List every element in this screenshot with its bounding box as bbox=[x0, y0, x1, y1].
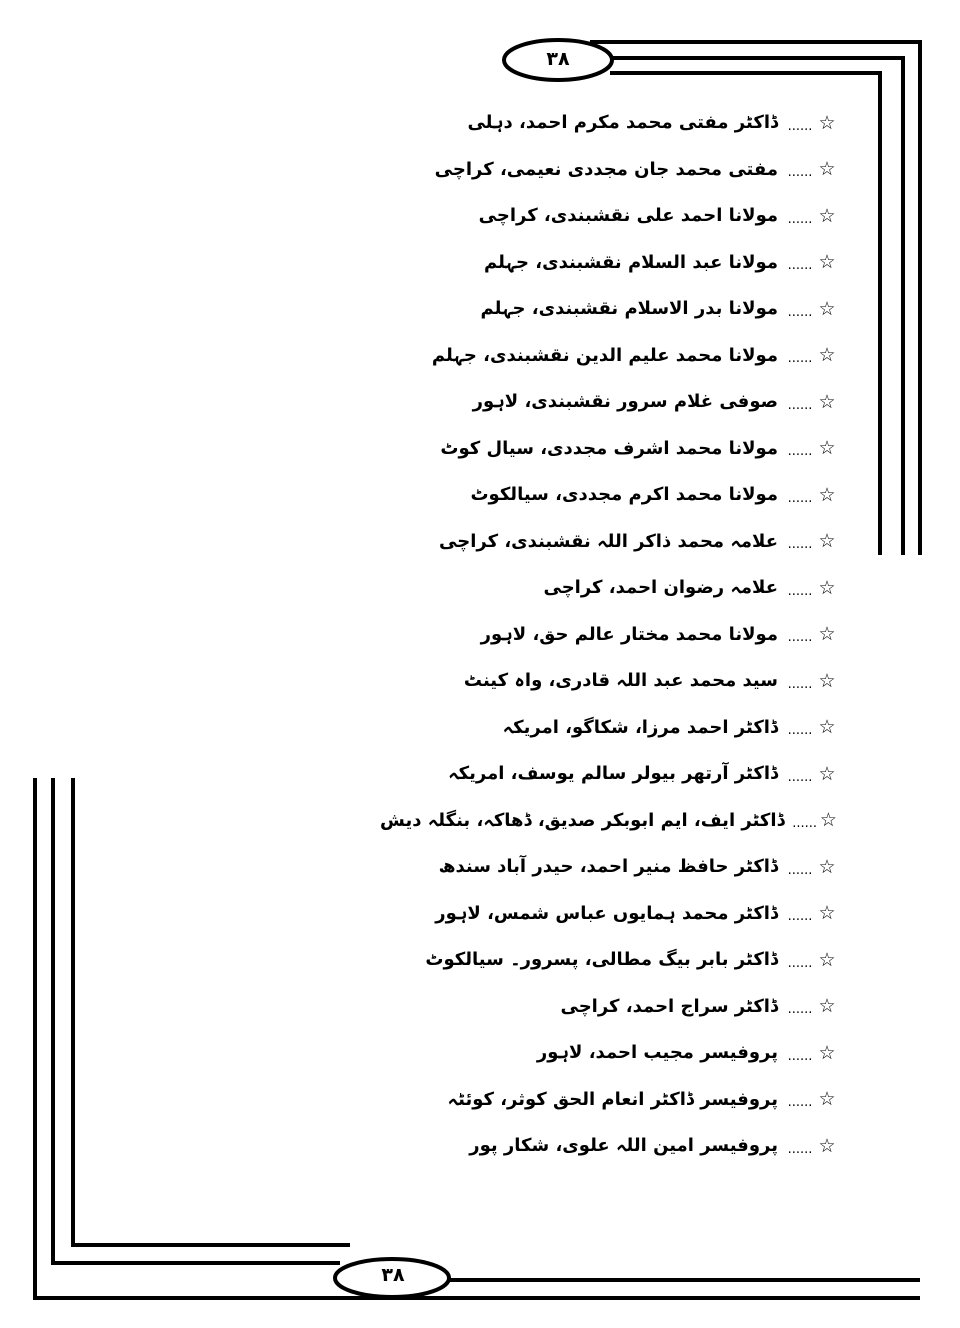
leader-dots: ...... bbox=[787, 862, 813, 878]
list-item bbox=[380, 937, 838, 984]
list-item-text: ڈاکٹر احمد مرزا، شکاگو، امریکہ bbox=[502, 716, 778, 738]
name-list bbox=[380, 100, 838, 1170]
list-item-text: پروفیسر ڈاکٹر انعام الحق کوثر، کوئٹہ bbox=[447, 1088, 778, 1110]
list-item bbox=[380, 751, 838, 798]
list-item bbox=[380, 286, 838, 333]
list-item bbox=[380, 612, 838, 659]
list-item-text: مولانا بدر الاسلام نقشبندی، جہلم bbox=[480, 298, 778, 320]
leader-dots: ...... bbox=[787, 304, 813, 320]
leader-dots: ...... bbox=[787, 955, 813, 971]
list-item bbox=[380, 333, 838, 380]
list-item bbox=[380, 658, 838, 705]
star-outline-icon: ☆ bbox=[818, 437, 836, 460]
leader-dots: ...... bbox=[787, 583, 813, 599]
list-item-text: ڈاکٹر حافظ منیر احمد، حیدر آباد سندھ bbox=[438, 856, 778, 878]
star-outline-icon: ☆ bbox=[818, 576, 836, 599]
list-item-text: ڈاکٹر محمد ہمایوں عباس شمس، لاہور bbox=[435, 902, 778, 924]
list-item bbox=[380, 147, 838, 194]
list-item bbox=[380, 519, 838, 566]
star-outline-icon: ☆ bbox=[819, 809, 837, 832]
leader-dots: ...... bbox=[787, 630, 813, 646]
list-item-text: سید محمد عبد اللہ قادری، واہ کینٹ bbox=[463, 670, 778, 692]
star-outline-icon: ☆ bbox=[818, 111, 836, 134]
leader-dots: ...... bbox=[787, 397, 813, 413]
leader-dots: ...... bbox=[787, 769, 813, 785]
list-item-text: مولانا عبد السلام نقشبندی، جہلم bbox=[483, 251, 778, 273]
leader-dots: ...... bbox=[787, 723, 813, 739]
list-item-text: پروفیسر امین اللہ علوی، شکار پور bbox=[469, 1135, 778, 1157]
list-item bbox=[380, 565, 838, 612]
star-outline-icon: ☆ bbox=[818, 948, 836, 971]
list-item-text: ڈاکٹر سراج احمد، کراچی bbox=[560, 995, 778, 1017]
star-outline-icon: ☆ bbox=[818, 902, 836, 925]
list-item bbox=[380, 1077, 838, 1124]
leader-dots: ...... bbox=[787, 351, 813, 367]
list-item-text: مفتی محمد جان مجددی نعیمی، کراچی bbox=[434, 158, 778, 180]
leader-dots: ...... bbox=[787, 118, 813, 134]
leader-dots: ...... bbox=[787, 211, 813, 227]
list-item bbox=[380, 798, 838, 845]
list-item bbox=[380, 240, 838, 287]
list-item-text: ڈاکٹر ایف، ایم ابوبکر صدیق، ڈھاکہ، بنگلہ دیش bbox=[380, 809, 785, 831]
star-outline-icon: ☆ bbox=[818, 530, 836, 553]
leader-dots: ...... bbox=[787, 1095, 813, 1111]
leader-dots: ...... bbox=[787, 1141, 813, 1157]
list-item-text: علامہ رضوان احمد، کراچی bbox=[543, 577, 778, 599]
leader-dots: ...... bbox=[787, 258, 813, 274]
leader-dots: ...... bbox=[787, 165, 813, 181]
leader-dots: ...... bbox=[792, 816, 818, 832]
star-outline-icon: ☆ bbox=[818, 251, 836, 274]
star-outline-icon: ☆ bbox=[818, 669, 836, 692]
page-number-bottom: ۳۸ bbox=[381, 1264, 405, 1286]
list-item-text: علامہ محمد ذاکر اللہ نقشبندی، کراچی bbox=[439, 530, 778, 552]
leader-dots: ...... bbox=[787, 444, 813, 460]
list-item bbox=[380, 1030, 838, 1077]
list-item bbox=[380, 844, 838, 891]
list-item bbox=[380, 1123, 838, 1170]
list-item bbox=[380, 705, 838, 752]
leader-dots: ...... bbox=[787, 676, 813, 692]
leader-dots: ...... bbox=[787, 537, 813, 553]
star-outline-icon: ☆ bbox=[818, 390, 836, 413]
star-outline-icon: ☆ bbox=[818, 297, 836, 320]
star-outline-icon: ☆ bbox=[818, 623, 836, 646]
list-item-text: مولانا احمد علی نقشبندی، کراچی bbox=[478, 205, 778, 227]
list-item bbox=[380, 379, 838, 426]
star-outline-icon: ☆ bbox=[818, 204, 836, 227]
list-item bbox=[380, 100, 838, 147]
star-outline-icon: ☆ bbox=[818, 1134, 836, 1157]
star-outline-icon: ☆ bbox=[818, 995, 836, 1018]
list-item-text: مولانا محمد مختار عالم حق، لاہور bbox=[480, 623, 778, 645]
star-outline-icon: ☆ bbox=[818, 483, 836, 506]
star-outline-icon: ☆ bbox=[818, 1088, 836, 1111]
list-item bbox=[380, 193, 838, 240]
list-item-text: مولانا محمد علیم الدین نقشبندی، جہلم bbox=[431, 344, 778, 366]
list-item-text: مولانا محمد اکرم مجددی، سیالکوٹ bbox=[470, 484, 778, 506]
list-item bbox=[380, 426, 838, 473]
star-outline-icon: ☆ bbox=[818, 716, 836, 739]
list-item bbox=[380, 472, 838, 519]
star-outline-icon: ☆ bbox=[818, 158, 836, 181]
leader-dots: ...... bbox=[787, 490, 813, 506]
star-outline-icon: ☆ bbox=[818, 1041, 836, 1064]
list-item bbox=[380, 891, 838, 938]
leader-dots: ...... bbox=[787, 1002, 813, 1018]
list-item-text: صوفی غلام سرور نقشبندی، لاہور bbox=[472, 391, 778, 413]
page-number-top: ۳۸ bbox=[546, 48, 570, 70]
leader-dots: ...... bbox=[787, 909, 813, 925]
list-item-text: ڈاکٹر آرتھر بیولر سالم یوسف، امریکہ bbox=[448, 763, 778, 785]
star-outline-icon: ☆ bbox=[818, 855, 836, 878]
leader-dots: ...... bbox=[787, 1048, 813, 1064]
list-item-text: پروفیسر مجیب احمد، لاہور bbox=[536, 1042, 778, 1064]
list-item bbox=[380, 984, 838, 1031]
star-outline-icon: ☆ bbox=[818, 344, 836, 367]
list-item-text: ڈاکٹر مفتی محمد مکرم احمد، دہلی bbox=[467, 112, 778, 134]
star-outline-icon: ☆ bbox=[818, 762, 836, 785]
list-item-text: مولانا محمد اشرف مجددی، سیال کوٹ bbox=[440, 437, 778, 459]
list-item-text: ڈاکٹر بابر بیگ مطالی، پسرور۔ سیالکوٹ bbox=[425, 949, 778, 971]
